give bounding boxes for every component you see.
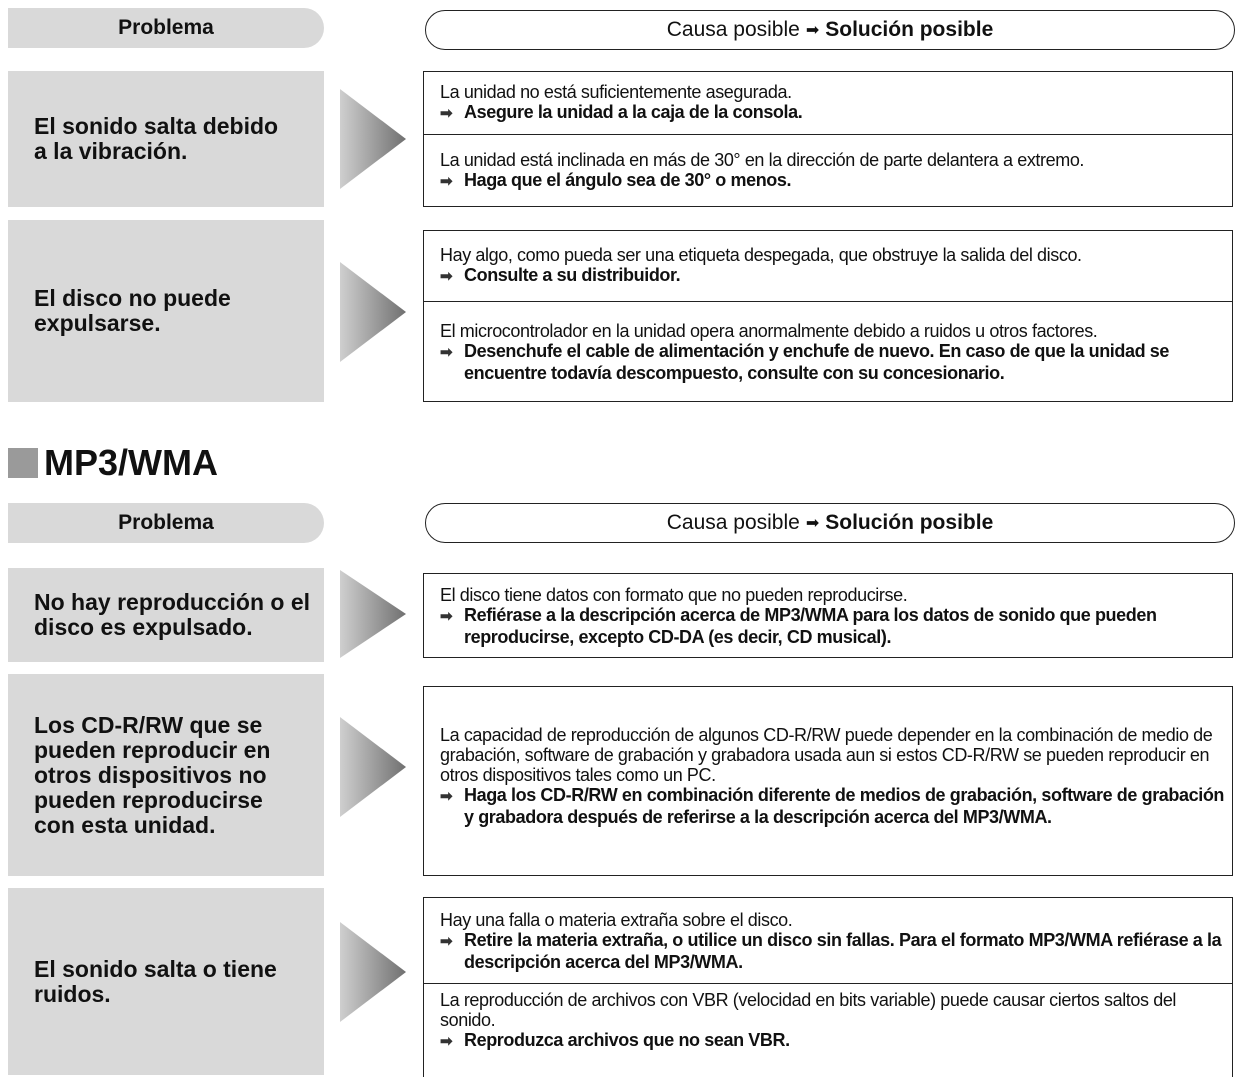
right-arrow-icon: ➡ <box>440 343 453 361</box>
cause-solution-item <box>424 898 1232 983</box>
cause-solution-item <box>424 574 1232 657</box>
cause-column-header <box>425 10 1235 50</box>
problem-header-label: Problema <box>118 511 214 534</box>
solution-box <box>423 686 1233 876</box>
solution-text: Asegure la unidad a la caja de la consola. <box>464 102 803 122</box>
cause-column-header <box>425 503 1235 543</box>
right-arrow-icon: ➡ <box>440 932 453 950</box>
solution-box <box>423 71 1233 207</box>
cause-text: Hay una falla o materia extraña sobre el disco. <box>440 909 793 930</box>
solution-text: Consulte a su distribuidor. <box>464 265 681 285</box>
solution-text: Reproduzca archivos que no sean VBR. <box>464 1030 790 1050</box>
triangle-arrow-icon <box>340 922 406 1022</box>
problem-text: El sonido salta o tiene ruidos. <box>34 955 277 1007</box>
problem-column-header <box>8 503 324 543</box>
solution-header-label: Solución posible <box>825 511 994 534</box>
solution-line <box>440 170 1226 192</box>
problem-box <box>8 674 324 876</box>
right-arrow-icon: ➡ <box>805 22 820 39</box>
solution-text: Haga que el ángulo sea de 30° o menos. <box>464 169 792 190</box>
problem-text: No hay reproducción o el disco es expulsado. <box>34 589 311 640</box>
right-arrow-icon: ➡ <box>440 788 453 805</box>
problem-text: Los CD-R/RW que se pueden reproducir en otros dispositivos no pueden reproducirse con esta unidad. <box>34 711 271 838</box>
cause-header-label: Causa posible <box>666 18 800 41</box>
right-arrow-icon: ➡ <box>440 172 453 190</box>
solution-line <box>440 605 1226 647</box>
solution-line <box>440 102 1226 124</box>
solution-text: Haga los CD-R/RW en combinación diferente de medios de grabación, software de grabación y grabadora después de referirse a la descripción acerca del MP3/WMA. <box>464 785 1225 827</box>
triangle-arrow-icon <box>340 89 406 189</box>
section-title: MP3/WMA <box>44 442 218 483</box>
solution-line <box>440 265 1226 287</box>
cause-text: La reproducción de archivos con VBR (velocidad en bits variable) puede causar ciertos saltos del sonido. <box>440 990 1177 1030</box>
cause-text: La capacidad de reproducción de algunos CD-R/RW puede depender en la combinación de medio de grabación, software de grabación y grabadora usada aun si estos CD-R/RW se pueden reproducir en otros dispositivos tales como un PC. <box>440 725 1213 785</box>
problem-text: El sonido salta debido a la vibración. <box>34 113 279 164</box>
cause-text: El disco tiene datos con formato que no pueden reproducirse. <box>440 584 908 605</box>
cause-solution-item <box>424 301 1232 401</box>
triangle-arrow-icon <box>340 717 406 817</box>
cause-solution-item <box>424 231 1232 301</box>
right-arrow-icon: ➡ <box>440 105 453 122</box>
cause-solution-item <box>424 687 1232 861</box>
solution-text: Desenchufe el cable de alimentación y enchufe de nuevo. En caso de que la unidad se encuentre todavía descompuesto, consulte con su concesionario. <box>464 340 1170 383</box>
solution-box <box>423 230 1233 402</box>
right-arrow-icon: ➡ <box>440 268 453 285</box>
solution-box <box>423 573 1233 658</box>
right-arrow-icon: ➡ <box>440 1033 453 1050</box>
problem-column-header <box>8 8 324 48</box>
cause-solution-item <box>424 72 1232 134</box>
problem-header-label: Problema <box>118 16 214 39</box>
solution-line <box>440 341 1226 383</box>
cause-solution-item <box>424 983 1232 1075</box>
solution-text: Refiérase a la descripción acerca de MP3/WMA para los datos de sonido que pueden reproducirse, excepto CD-DA (es decir, CD musical). <box>464 604 1157 647</box>
solution-header-label: Solución posible <box>825 18 994 41</box>
problem-box <box>8 220 324 402</box>
solution-line <box>440 930 1226 972</box>
triangle-arrow-icon <box>340 570 406 658</box>
cause-header-label: Causa posible <box>666 511 800 534</box>
cause-text: El microcontrolador en la unidad opera anormalmente debido a ruidos u otros factores. <box>440 320 1098 341</box>
cause-text: Hay algo, como pueda ser una etiqueta despegada, que obstruye la salida del disco. <box>440 245 1082 265</box>
cause-solution-item <box>424 134 1232 206</box>
cause-text: La unidad está inclinada en más de 30° en la dirección de parte delantera a extremo. <box>440 149 1085 170</box>
cause-text: La unidad no está suficientemente asegurada. <box>440 82 792 102</box>
right-arrow-icon: ➡ <box>805 515 820 532</box>
problem-box <box>8 888 324 1075</box>
problem-box <box>8 568 324 662</box>
solution-line <box>440 1030 1226 1052</box>
right-arrow-icon: ➡ <box>440 607 453 625</box>
problem-box <box>8 71 324 207</box>
triangle-arrow-icon <box>340 262 406 362</box>
section-heading <box>8 442 218 484</box>
problem-text: El disco no puede expulsarse. <box>34 285 231 336</box>
solution-line <box>440 785 1226 827</box>
solution-box <box>423 897 1233 1077</box>
square-bullet-icon <box>8 448 38 478</box>
solution-text: Retire la materia extraña, o utilice un disco sin fallas. Para el formato MP3/WMA refiérase a la descripción acerca del MP3/WMA. <box>464 929 1222 972</box>
